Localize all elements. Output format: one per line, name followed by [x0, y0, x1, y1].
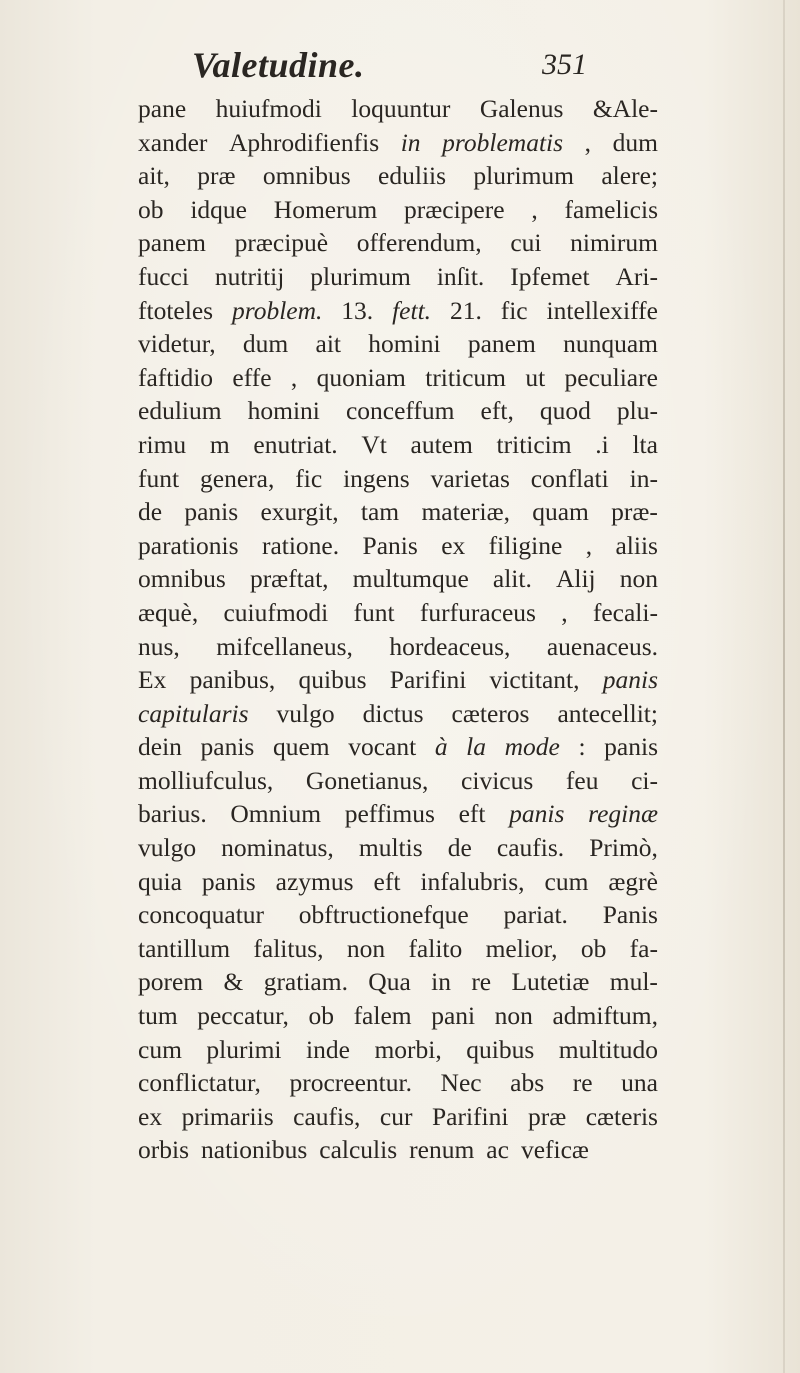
text-line: cum plurimi inde morbi, quibus multitudo: [138, 1034, 658, 1064]
text-line: concoquatur obftructionefque pariat. Panis: [138, 900, 658, 930]
text-line: orbis nationibus calculis renum ac veficæ: [138, 1135, 589, 1165]
body-text: [138, 92, 658, 1167]
text-line: videtur, dum ait homini panem nunquam: [138, 329, 658, 359]
text-line: panem præcipuè offerendum, cui nimirum: [138, 228, 658, 258]
text-line: dein panis quem vocant à la mode : panis: [138, 732, 658, 762]
text-line: capitularis vulgo dictus cæteros antecellit;: [138, 698, 658, 728]
text-line: rimu m enutriat. Vt autem triticim .i lta: [138, 429, 658, 459]
text-line: parationis ratione. Panis ex filigine , aliis: [138, 530, 658, 560]
text-line: porem & gratiam. Qua in re Lutetiæ mul-: [138, 967, 658, 997]
text-line: faftidio effe , quoniam triticum ut peculiare: [138, 362, 658, 392]
text-line: Ex panibus, quibus Parifini victitant, panis: [138, 665, 658, 695]
text-line: funt genera, fic ingens varietas conflati in-: [138, 463, 658, 493]
text-line: ait, præ omnibus eduliis plurimum alere;: [138, 161, 658, 191]
text-line: vulgo nominatus, multis de caufis. Primò,: [138, 833, 658, 863]
text-line: pane huiufmodi loquuntur Galenus &Ale-: [138, 94, 658, 123]
text-line: ex primariis caufis, cur Parifini præ cæteris: [138, 1101, 658, 1131]
text-line: nus, mifcellaneus, hordeaceus, auenaceus.: [138, 631, 658, 661]
text-line: tum peccatur, ob falem pani non admiftum,: [138, 1001, 658, 1031]
text-line: omnibus præftat, multumque alit. Alij non: [138, 564, 658, 594]
text-line: quia panis azymus eft infalubris, cum ægrè: [138, 866, 658, 896]
text-line: molliufculus, Gonetianus, civicus feu ci-: [138, 765, 658, 795]
text-line: ob idque Homerum præcipere , famelicis: [138, 194, 658, 224]
text-line: conflictatur, procreentur. Nec abs re una: [138, 1068, 658, 1098]
text-line: ftoteles problem. 13. fett. 21. fic intellexiffe: [138, 295, 658, 325]
text-line: edulium homini conceffum eft, quod plu-: [138, 396, 658, 426]
text-line: fucci nutritij plurimum inſit. Ipfemet Ari-: [138, 261, 658, 291]
text-line: barius. Omnium peffimus eft panis reginæ: [138, 799, 658, 829]
text-line: de panis exurgit, tam materiæ, quam præ-: [138, 497, 658, 527]
page-number: 351: [542, 48, 587, 81]
text-line: tantillum falitus, non falito melior, ob fa-: [138, 933, 658, 963]
page-edge-shadow: [783, 0, 785, 1373]
page-header: [140, 44, 640, 90]
text-line: æquè, cuiufmodi funt furfuraceus , fecali-: [138, 597, 658, 627]
text-line: xander Aphrodifienfis in problematis , dum: [138, 127, 658, 157]
running-title: Valetudine.: [192, 45, 365, 85]
